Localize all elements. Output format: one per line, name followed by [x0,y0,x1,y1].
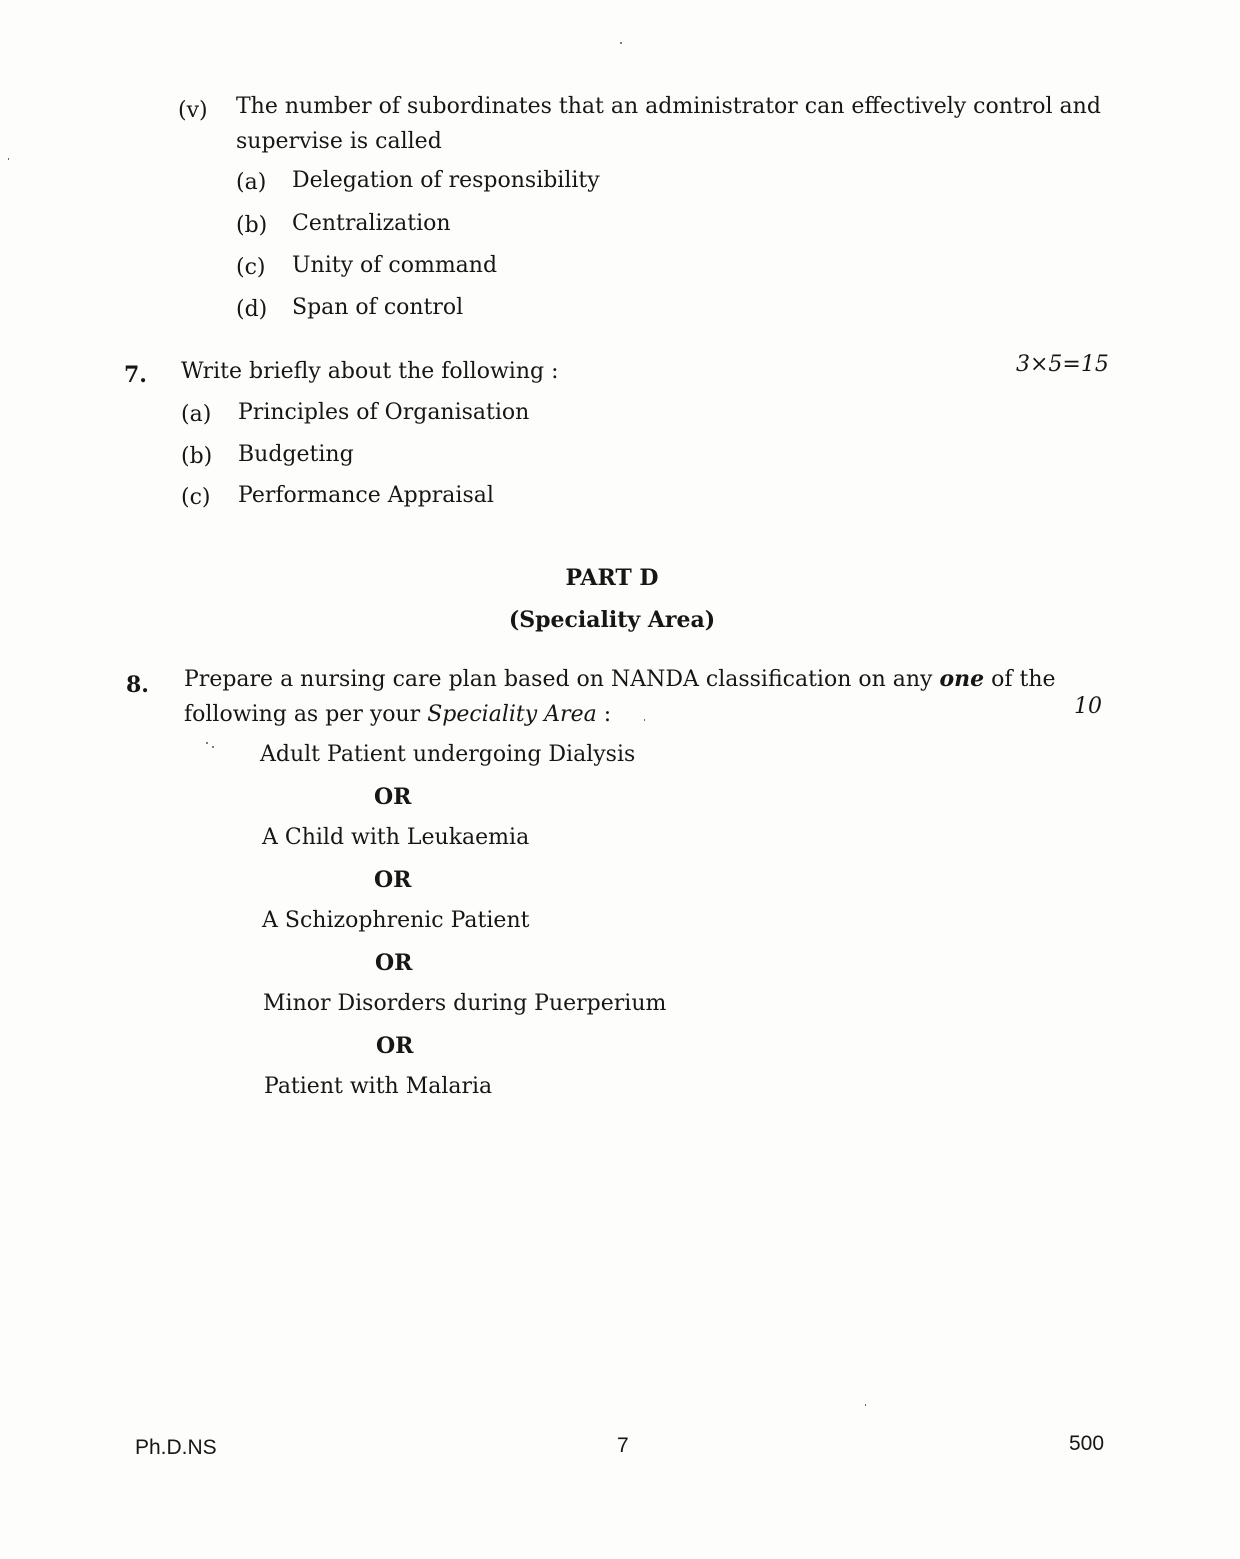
part-d-title: PART D [565,565,659,591]
q6v-stem-line1: The number of subordinates that an administrator can effectively control and [236,94,1101,119]
q7-item-a-label: (a) [181,402,212,427]
footer-course-code: Ph.D.NS [135,1436,217,1459]
q8-marks: 10 [1074,694,1102,719]
q8-stem-line1-pre: Prepare a nursing care plan based on NANDA classification on any [184,667,940,692]
q6v-option-a-label: (a) [236,170,267,195]
scan-speck [865,1404,866,1406]
q6v-stem-line2: supervise is called [236,129,442,154]
q7-marks: 3×5=15 [1016,352,1109,377]
q7-item-c-label: (c) [181,485,211,510]
q6v-option-b-label: (b) [236,213,268,238]
q6v-label: (v) [178,98,208,123]
q7-stem: Write briefly about the following : [181,359,559,384]
q8-stem-line2-post: : [596,702,612,727]
q8-stem-line1 [184,664,1056,695]
q8-choice-3: A Schizophrenic Patient [262,908,530,933]
q8-or-4: OR [376,1033,414,1059]
q6v-option-b-text: Centralization [292,211,451,236]
q8-choice-1: Adult Patient undergoing Dialysis [260,742,636,767]
scan-speck [644,719,645,721]
q7-item-c-text: Performance Appraisal [238,483,494,508]
q6v-option-c-label: (c) [236,255,266,280]
scan-speck [620,42,622,44]
q6v-option-c-text: Unity of command [292,253,498,278]
q8-stem-emphasis-one: one [939,666,985,692]
footer-number: 500 [1069,1432,1105,1455]
q8-number: 8. [126,672,149,698]
footer-page-number: 7 [617,1434,629,1457]
q8-choice-5: Patient with Malaria [264,1074,493,1099]
q8-or-2: OR [374,867,412,893]
q8-stem-line1-post: of the [984,667,1056,692]
q7-item-b-label: (b) [181,444,213,469]
q8-or-3: OR [375,950,413,976]
q8-stem-emphasis-speciality: Speciality Area [427,702,597,727]
q6v-option-d-label: (d) [236,297,268,322]
q6v-option-a-text: Delegation of responsibility [292,168,600,193]
q7-item-a-text: Principles of Organisation [238,400,530,425]
q8-choice-2: A Child with Leukaemia [262,825,530,850]
scan-speck [8,158,9,160]
q8-choice-4: Minor Disorders during Puerperium [263,991,667,1016]
q7-number: 7. [124,362,147,388]
q7-item-b-text: Budgeting [238,442,354,467]
scan-speck [206,742,208,744]
q8-stem-line2-pre: following as per your [184,702,428,727]
part-d-subtitle: (Speciality Area) [508,607,716,633]
scan-speck [212,746,214,748]
q6v-option-d-text: Span of control [292,295,464,320]
q8-or-1: OR [374,784,412,810]
q8-stem-line2 [184,700,611,730]
